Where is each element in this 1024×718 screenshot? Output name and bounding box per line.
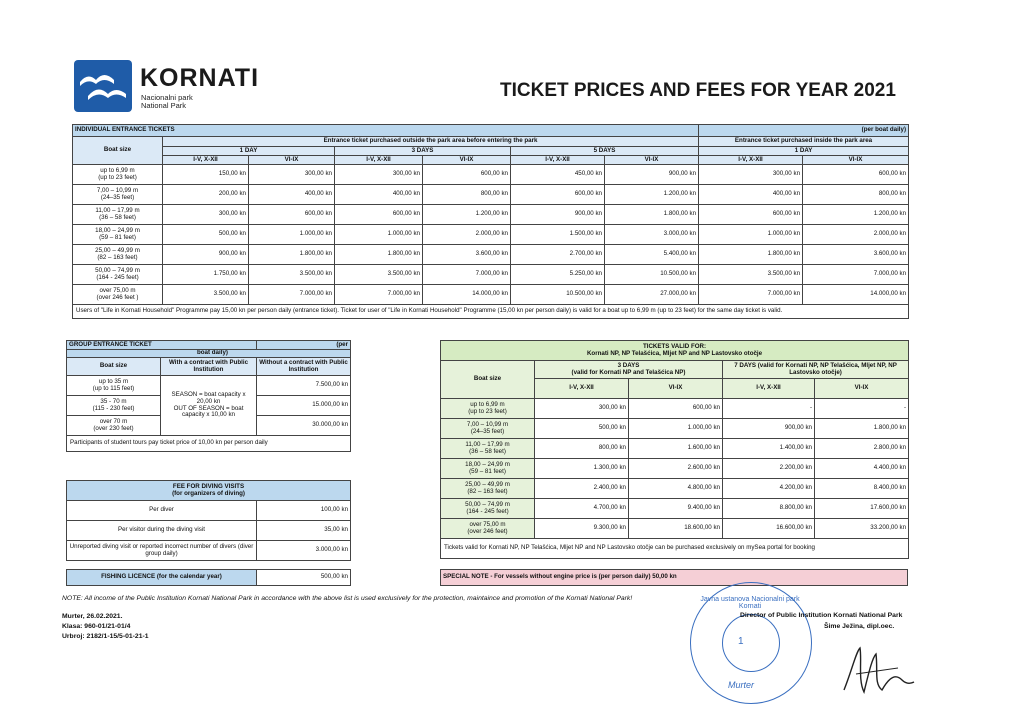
multi-title: TICKETS VALID FOR: Kornati NP, NP Telašćica, Mljet NP and NP Lastovsko otočje bbox=[441, 341, 909, 361]
price-cell: 450,00 kn bbox=[511, 165, 605, 185]
boat-size-cell: 7,00 – 10,99 m (24–35 feet) bbox=[73, 185, 163, 205]
price-cell: 15.000,00 kn bbox=[257, 396, 351, 416]
price-cell: 7.000,00 kn bbox=[423, 265, 511, 285]
fishing-licence-table bbox=[66, 569, 351, 586]
mysea-note: Tickets valid for Kornati NP, NP Telašćica, Mljet NP and NP Lastovsko otočje can be purchased exclusively on mySea portal for booking bbox=[441, 539, 909, 559]
table-row bbox=[67, 541, 351, 561]
season-header: VI-IX bbox=[423, 156, 511, 165]
price-cell: 1.500,00 kn bbox=[511, 225, 605, 245]
period-1day-inside: 1 DAY bbox=[699, 147, 909, 156]
table-row bbox=[67, 501, 351, 521]
boat-size-cell: 18,00 – 24,99 m (59 – 81 feet) bbox=[441, 459, 535, 479]
boat-size-cell: 35 - 70 m (115 - 230 feet) bbox=[67, 396, 161, 416]
diving-fees-table bbox=[66, 480, 351, 561]
season-header: VI-IX bbox=[803, 156, 909, 165]
price-cell: 9.300,00 kn bbox=[535, 519, 629, 539]
handwritten-signature bbox=[838, 640, 918, 705]
season-header: VI-IX bbox=[249, 156, 335, 165]
fee-value: 35,00 kn bbox=[257, 521, 351, 541]
table-row bbox=[67, 521, 351, 541]
student-note: Participants of student tours pay ticket price of 10,00 kn per person daily bbox=[67, 436, 351, 452]
price-cell: 2.400,00 kn bbox=[535, 479, 629, 499]
table-row bbox=[73, 165, 909, 185]
table-row bbox=[441, 499, 909, 519]
price-cell: 3.500,00 kn bbox=[249, 265, 335, 285]
inside-header: Entrance ticket purchased inside the park area bbox=[699, 137, 909, 147]
price-cell: 1.600,00 kn bbox=[629, 439, 723, 459]
group-boat-daily: boat daily) bbox=[67, 350, 351, 358]
without-contract-header: Without a contract with Public Institution bbox=[257, 358, 351, 376]
price-cell: 1.200,00 kn bbox=[803, 205, 909, 225]
days7-header: 7 DAYS (valid for Kornati NP, NP Telašćica, Mljet NP, NP Lastovsko otočje) bbox=[723, 361, 909, 379]
price-cell: 300,00 kn bbox=[335, 165, 423, 185]
table-row bbox=[441, 399, 909, 419]
price-cell: 4.800,00 kn bbox=[629, 479, 723, 499]
boat-size-cell: 50,00 – 74,99 m (164 - 245 feet) bbox=[441, 499, 535, 519]
table-row bbox=[73, 185, 909, 205]
season-header: VI-IX bbox=[605, 156, 699, 165]
boat-size-cell: over 70 m (over 230 feet) bbox=[67, 416, 161, 436]
director-title: Director of Public Institution Kornati National Park bbox=[740, 612, 903, 619]
boat-size-header: Boat size bbox=[441, 361, 535, 399]
period-5days: 5 DAYS bbox=[511, 147, 699, 156]
price-cell: 4.700,00 kn bbox=[535, 499, 629, 519]
price-cell: 27.000,00 kn bbox=[605, 285, 699, 305]
period-3days: 3 DAYS bbox=[335, 147, 511, 156]
boat-size-cell: up to 6,99 m (up to 23 feet) bbox=[441, 399, 535, 419]
price-cell: 1.000,00 kn bbox=[629, 419, 723, 439]
price-cell: 1.750,00 kn bbox=[163, 265, 249, 285]
table-row bbox=[73, 285, 909, 305]
price-cell: 7.000,00 kn bbox=[803, 265, 909, 285]
price-cell: 1.800,00 kn bbox=[249, 245, 335, 265]
fishing-value: 500,00 kn bbox=[257, 570, 351, 586]
season-header: I-V, X-XII bbox=[723, 379, 815, 399]
price-cell: 900,00 kn bbox=[163, 245, 249, 265]
brand-subtitle: Nacionalni park National Park bbox=[141, 93, 193, 111]
boat-size-cell: 7,00 – 10,99 m (24–35 feet) bbox=[441, 419, 535, 439]
price-cell: 17.600,00 kn bbox=[815, 499, 909, 519]
price-cell: 300,00 kn bbox=[249, 165, 335, 185]
fee-value: 100,00 kn bbox=[257, 501, 351, 521]
price-cell: 14.000,00 kn bbox=[803, 285, 909, 305]
season-header: I-V, X-XII bbox=[511, 156, 605, 165]
price-cell: 10.500,00 kn bbox=[605, 265, 699, 285]
price-cell: 1.000,00 kn bbox=[335, 225, 423, 245]
price-cell: 7.000,00 kn bbox=[249, 285, 335, 305]
price-cell: 600,00 kn bbox=[629, 399, 723, 419]
group-title: GROUP ENTRANCE TICKET bbox=[67, 341, 257, 350]
price-cell: 2.700,00 kn bbox=[511, 245, 605, 265]
table-row bbox=[73, 265, 909, 285]
price-cell: 1.400,00 kn bbox=[723, 439, 815, 459]
individual-tickets-table bbox=[72, 124, 909, 319]
price-cell: 1.300,00 kn bbox=[535, 459, 629, 479]
outside-header: Entrance ticket purchased outside the park area before entering the park bbox=[163, 137, 699, 147]
price-cell: 800,00 kn bbox=[535, 439, 629, 459]
fee-value: 3.000,00 kn bbox=[257, 541, 351, 561]
days3-header: 3 DAYS (valid for Kornati NP and Telašćica NP) bbox=[535, 361, 723, 379]
diving-title: FEE FOR DIVING VISITS (for organizers of diving) bbox=[67, 481, 351, 501]
price-cell: 30.000,00 kn bbox=[257, 416, 351, 436]
price-cell: 3.600,00 kn bbox=[803, 245, 909, 265]
special-note: SPECIAL NOTE - For vessels without engine price is (per person daily) 50,00 kn bbox=[441, 570, 908, 586]
price-cell: 5.400,00 kn bbox=[605, 245, 699, 265]
period-1day: 1 DAY bbox=[163, 147, 335, 156]
price-cell: 300,00 kn bbox=[699, 165, 803, 185]
price-cell: - bbox=[815, 399, 909, 419]
price-cell: 1.000,00 kn bbox=[249, 225, 335, 245]
boat-size-cell: over 75,00 m (over 246 feet) bbox=[441, 519, 535, 539]
price-cell: 300,00 kn bbox=[163, 205, 249, 225]
price-cell: 600,00 kn bbox=[335, 205, 423, 225]
boat-size-cell: 25,00 – 49,99 m (82 – 163 feet) bbox=[73, 245, 163, 265]
price-cell: 400,00 kn bbox=[249, 185, 335, 205]
boat-size-cell: 18,00 – 24,99 m (59 – 81 feet) bbox=[73, 225, 163, 245]
stamp-number: 1 bbox=[738, 636, 744, 647]
price-cell: 7.000,00 kn bbox=[699, 285, 803, 305]
contract-pricing-cell: SEASON = boat capacity x 20,00 kn OUT OF SEASON = boat capacity x 10,00 kn bbox=[161, 376, 257, 436]
price-cell: 1.800,00 kn bbox=[335, 245, 423, 265]
price-cell: 900,00 kn bbox=[511, 205, 605, 225]
price-cell: 800,00 kn bbox=[803, 185, 909, 205]
table-row bbox=[441, 439, 909, 459]
price-cell: 8.400,00 kn bbox=[815, 479, 909, 499]
price-cell: 5.250,00 kn bbox=[511, 265, 605, 285]
price-cell: 600,00 kn bbox=[511, 185, 605, 205]
individual-title: INDIVIDUAL ENTRANCE TICKETS bbox=[73, 125, 699, 137]
stamp-inner-ring bbox=[722, 614, 780, 672]
group-tickets-table bbox=[66, 340, 351, 452]
table-row bbox=[73, 205, 909, 225]
brand-name: KORNATI bbox=[140, 64, 260, 92]
season-header: I-V, X-XII bbox=[699, 156, 803, 165]
boat-size-header: Boat size bbox=[67, 358, 161, 376]
boat-size-cell: up to 35 m (up to 115 feet) bbox=[67, 376, 161, 396]
price-cell: 1.200,00 kn bbox=[423, 205, 511, 225]
with-contract-header: With a contract with Public Institution bbox=[161, 358, 257, 376]
price-cell: 2.800,00 kn bbox=[815, 439, 909, 459]
price-cell: 1.000,00 kn bbox=[699, 225, 803, 245]
per-boat-daily: (per boat daily) bbox=[699, 125, 909, 137]
boat-size-header: Boat size bbox=[73, 137, 163, 165]
price-cell: 500,00 kn bbox=[163, 225, 249, 245]
price-cell: 500,00 kn bbox=[535, 419, 629, 439]
special-note-table bbox=[440, 569, 908, 586]
price-cell: 33.200,00 kn bbox=[815, 519, 909, 539]
table-row bbox=[73, 245, 909, 265]
table-row bbox=[441, 419, 909, 439]
boat-size-cell: 11,00 – 17,99 m (36 – 58 feet) bbox=[73, 205, 163, 225]
price-cell: 7.000,00 kn bbox=[335, 285, 423, 305]
multi-park-tickets-table bbox=[440, 340, 909, 559]
price-cell: 600,00 kn bbox=[249, 205, 335, 225]
season-header: I-V, X-XII bbox=[335, 156, 423, 165]
director-name: Šime Ježina, dipl.oec. bbox=[824, 623, 895, 630]
price-cell: - bbox=[723, 399, 815, 419]
household-note: Users of "Life in Kornati Household" Programme pay 15,00 kn per person daily (entrance ticket). Ticket for user of "Life in Kornati Household" Programme (15,00 kn per person daily) is valid for a boat up to 6,99 m (up to 23 feet) for the same day ticket is valid. bbox=[73, 305, 909, 319]
logo-icon bbox=[74, 60, 132, 112]
stamp-city: Murter bbox=[728, 680, 755, 690]
price-cell: 400,00 kn bbox=[699, 185, 803, 205]
price-cell: 1.800,00 kn bbox=[815, 419, 909, 439]
price-cell: 800,00 kn bbox=[423, 185, 511, 205]
boat-size-cell: over 75,00 m (over 246 feet ) bbox=[73, 285, 163, 305]
price-cell: 4.200,00 kn bbox=[723, 479, 815, 499]
boat-size-cell: 25,00 – 49,99 m (82 – 163 feet) bbox=[441, 479, 535, 499]
footer-note: NOTE: All income of the Public Institution Kornati National Park in accordance with the above list is used exclusively for the protection, maintaince and promotion of the Kornati National Park! bbox=[62, 595, 633, 602]
price-cell: 3.500,00 kn bbox=[699, 265, 803, 285]
price-cell: 10.500,00 kn bbox=[511, 285, 605, 305]
price-cell: 2.600,00 kn bbox=[629, 459, 723, 479]
price-cell: 7.500,00 kn bbox=[257, 376, 351, 396]
table-row bbox=[67, 376, 351, 396]
price-cell: 1.800,00 kn bbox=[699, 245, 803, 265]
price-cell: 9.400,00 kn bbox=[629, 499, 723, 519]
document-title: TICKET PRICES AND FEES FOR YEAR 2021 bbox=[500, 80, 896, 101]
price-cell: 18.600,00 kn bbox=[629, 519, 723, 539]
klasa: Klasa: 960-01/21-01/4 bbox=[62, 623, 131, 630]
price-cell: 400,00 kn bbox=[335, 185, 423, 205]
price-cell: 16.600,00 kn bbox=[723, 519, 815, 539]
season-header: I-V, X-XII bbox=[163, 156, 249, 165]
table-row bbox=[441, 479, 909, 499]
price-cell: 2.000,00 kn bbox=[803, 225, 909, 245]
price-cell: 600,00 kn bbox=[423, 165, 511, 185]
price-cell: 14.000,00 kn bbox=[423, 285, 511, 305]
price-cell: 600,00 kn bbox=[699, 205, 803, 225]
season-header: VI-IX bbox=[629, 379, 723, 399]
price-cell: 3.500,00 kn bbox=[335, 265, 423, 285]
price-cell: 150,00 kn bbox=[163, 165, 249, 185]
table-row bbox=[73, 225, 909, 245]
season-header: VI-IX bbox=[815, 379, 909, 399]
price-cell: 2.200,00 kn bbox=[723, 459, 815, 479]
price-cell: 4.400,00 kn bbox=[815, 459, 909, 479]
place-date: Murter, 26.02.2021. bbox=[62, 613, 123, 620]
price-cell: 2.000,00 kn bbox=[423, 225, 511, 245]
price-cell: 900,00 kn bbox=[605, 165, 699, 185]
price-cell: 600,00 kn bbox=[803, 165, 909, 185]
price-cell: 300,00 kn bbox=[535, 399, 629, 419]
table-row bbox=[441, 519, 909, 539]
price-cell: 1.200,00 kn bbox=[605, 185, 699, 205]
price-cell: 900,00 kn bbox=[723, 419, 815, 439]
fishing-label: FISHING LICENCE (for the calendar year) bbox=[67, 570, 257, 586]
fee-label: Per diver bbox=[67, 501, 257, 521]
boat-size-cell: 11,00 – 17,99 m (36 – 58 feet) bbox=[441, 439, 535, 459]
price-cell: 3.000,00 kn bbox=[605, 225, 699, 245]
group-per: (per bbox=[257, 341, 351, 350]
urbroj: Urbroj: 2182/1-15/5-01-21-1 bbox=[62, 633, 149, 640]
season-header: I-V, X-XII bbox=[535, 379, 629, 399]
price-cell: 8.800,00 kn bbox=[723, 499, 815, 519]
stamp-text: Javna ustanova Nacionalni park Kornati bbox=[700, 596, 800, 610]
boat-size-cell: 50,00 – 74,99 m (164 - 245 feet) bbox=[73, 265, 163, 285]
fee-label: Unreported diving visit or reported incorrect number of divers (diver group daily) bbox=[67, 541, 257, 561]
table-row bbox=[441, 459, 909, 479]
price-cell: 1.800,00 kn bbox=[605, 205, 699, 225]
price-cell: 3.600,00 kn bbox=[423, 245, 511, 265]
price-cell: 3.500,00 kn bbox=[163, 285, 249, 305]
boat-size-cell: up to 6,99 m (up to 23 feet) bbox=[73, 165, 163, 185]
fee-label: Per visitor during the diving visit bbox=[67, 521, 257, 541]
price-cell: 200,00 kn bbox=[163, 185, 249, 205]
